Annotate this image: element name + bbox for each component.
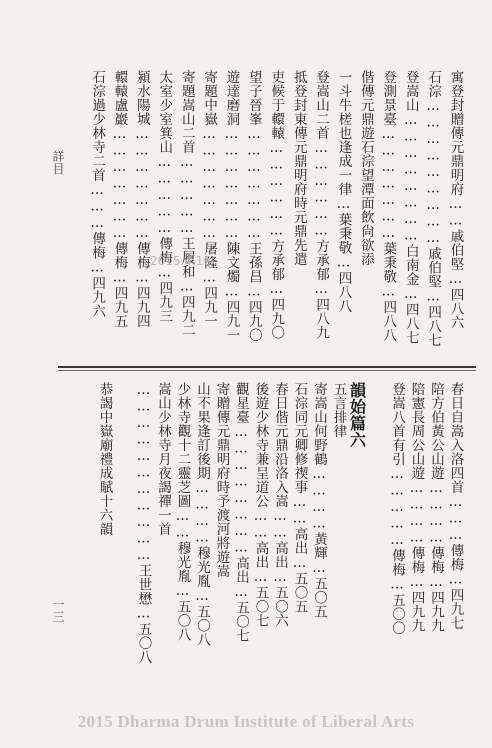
toc-line: 石淙過少林寺二首………傳梅…四九六: [89, 70, 106, 318]
header-left: 詳目: [51, 150, 65, 175]
toc-line: 觀星臺……………………高出…五〇七: [233, 382, 249, 643]
toc-line: 一斗牛槎也逢成一律…葉秉敬…四八八: [335, 70, 352, 313]
toc-line: 登嵩八首有引……………傳梅…五〇〇: [389, 382, 405, 635]
toc-line: 遊達磨洞…………………陳文燭…四九一: [223, 70, 240, 342]
toc-line: 五言排律: [330, 382, 347, 438]
toc-line: 寄題嵩山二首……………王履和…四九二: [178, 70, 195, 337]
toc-line: 後遊少林寺兼呈道公……高出…五〇七: [252, 382, 269, 628]
toc-line: 嵩山少林寺月夜謁禪一首: [155, 382, 171, 536]
toc-line: 轘轅盧巖…………………傳梅…四九五: [111, 70, 128, 328]
watermark-footer: 2015 Dharma Drum Institute of Liberal Arts: [77, 712, 415, 731]
toc-line: 韻始篇六: [347, 382, 367, 448]
toc-line: 寄贈傳元鼎明府時予渡河將遊嵩: [213, 382, 230, 578]
toc-line: 登嵩山……………………白南金…四八七: [402, 70, 419, 345]
toc-line: 登測景臺…………………葉秉敬…四八八: [380, 70, 397, 342]
toc-line: 吏候于轘轅………………方承郁…四九〇: [268, 70, 285, 340]
toc-line: 潁水陽城…………………傳梅…四九四: [133, 70, 150, 328]
toc-line: 陪憲長周公山遊…………傳梅…四九九: [408, 382, 425, 633]
toc-line: 恭謁中嶽廟禮成賦十六韻: [96, 382, 113, 536]
divider-rule: [58, 366, 476, 368]
toc-line: 望子晉峯…………………王孫昌…四九〇: [245, 70, 262, 342]
toc-line: 陪方伯黃公山遊…………傳梅…四九九: [428, 382, 444, 633]
toc-line: 春日偕元鼎沿洛入嵩……高出…五〇六: [272, 382, 288, 628]
toc-line: 寄題中嶽…………………屠隆…四九一: [201, 70, 218, 328]
page-number: 一三: [51, 598, 65, 623]
toc-line: 寓登封贈傳元鼎明府……戚伯堅…四八六: [447, 70, 464, 330]
toc-line: 抵登封東傳元鼎明府時元鼎先遣: [290, 70, 307, 266]
toc-line: 登嵩山二首………………方承郁…四八九: [313, 70, 330, 340]
toc-line: 太室少室箕山……………傳梅…四九三: [156, 70, 173, 323]
toc-line: 山不果逢訂後期…………穆光胤…五〇八: [194, 382, 210, 647]
divider-rule-thin: [58, 370, 476, 371]
toc-line: 偕傳元鼎遊石淙望潭面飲尙欲添: [357, 70, 374, 266]
toc-line: 寄嵩山何野鶴…………黃輝…五〇五: [311, 382, 327, 619]
date-stamp: 2015.4.16: [150, 254, 212, 268]
toc-line: 石淙………………………戚伯堅…四八七: [425, 70, 442, 347]
toc-line: ……………………………王世懋…五〇八: [135, 382, 152, 664]
toc-line: 少林寺觀十二靈芝圖……穆光胤…五〇八: [174, 382, 191, 642]
toc-line: 石淙同元卿修禊事……高出…五〇五: [291, 382, 308, 614]
toc-line: 春日自嵩入洛四首………傳梅…四九七: [447, 382, 464, 630]
